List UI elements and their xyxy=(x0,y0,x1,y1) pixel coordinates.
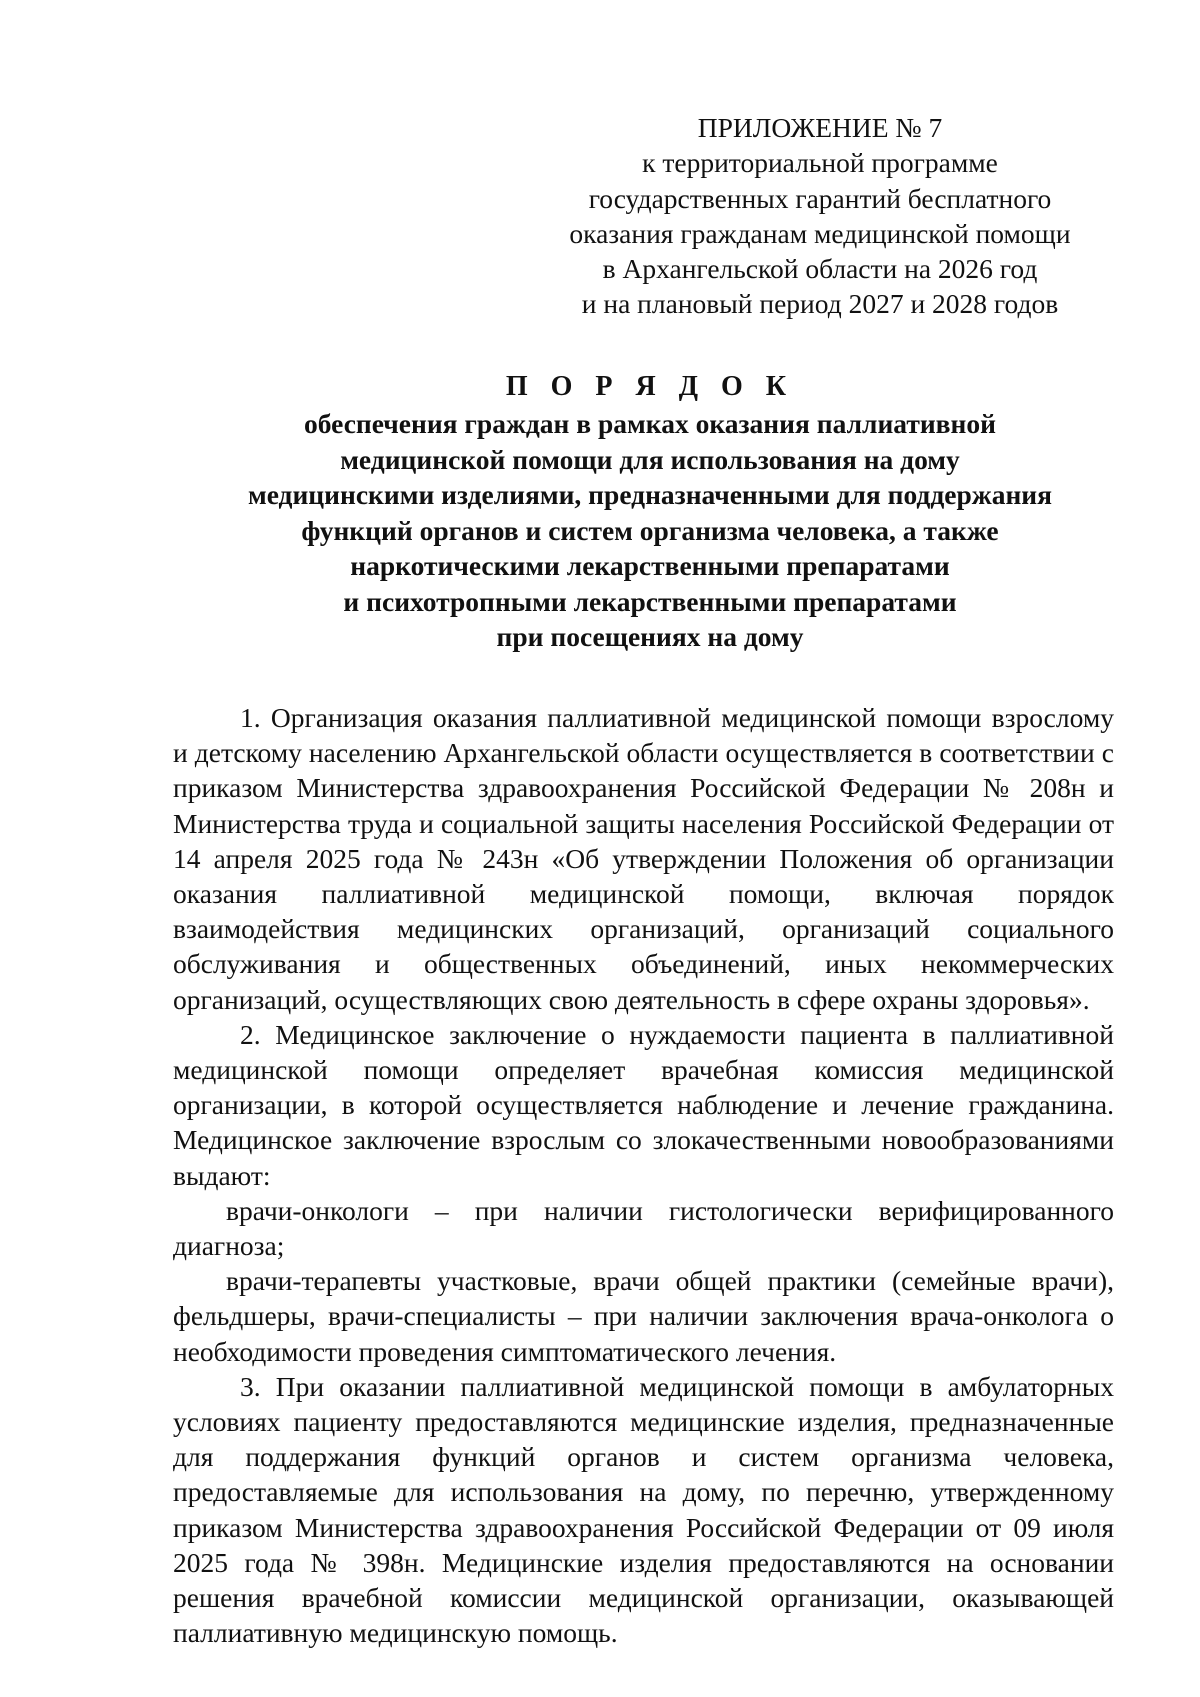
list-item-oncologists: врачи-онкологи – при наличии гистологически верифицированного диагноза; xyxy=(173,1194,1114,1262)
title-line: медицинскими изделиями, предназначенными для поддержания xyxy=(247,479,1053,510)
list-item-therapists: врачи-терапевты участковые, врачи общей практики (семейные врачи), фельдшеры, врачи-специалисты – при наличии заключения врача-онколога о необходимости проведения симптоматического лечения. xyxy=(173,1265,1114,1367)
title-line: обеспечения граждан в рамках оказания паллиативной xyxy=(304,408,996,439)
appendix-line: в Архангельской области на 2026 год xyxy=(602,253,1038,285)
title-line: функций органов и систем организма человека, а также xyxy=(301,514,999,546)
document-title xyxy=(150,368,1150,655)
title-line: наркотическими лекарственными препаратами xyxy=(350,550,950,581)
title-line: при посещениях на дому xyxy=(496,621,804,652)
appendix-line: и на плановый период 2027 и 2028 годов xyxy=(581,288,1059,320)
title-line: медицинской помощи для использования на дому xyxy=(340,443,960,475)
paragraph-1: 1. Организация оказания паллиативной медицинской помощи взрослому и детскому населению Архангельской области осуществляется в соответствии с приказом Министерства здравоохранения Российской Федерации № 208н и Министерства труда и социальной защиты населения Российской Федерации от 14 апреля 2025 года № 243н «Об утверждении Положения об организации оказания паллиативной медицинской помощи, включая порядок взаимодействия медицинских организаций, организаций социального обслуживания и общественных объединений, иных некоммерческих организаций, осуществляющих свою деятельность в сфере охраны здоровья». xyxy=(173,702,1114,1015)
document-body xyxy=(173,700,1114,1650)
title-heading: П О Р Я Д О К xyxy=(505,371,795,402)
appendix-line: оказания гражданам медицинской помощи xyxy=(569,217,1071,249)
appendix-header xyxy=(560,110,1080,322)
title-line: и психотропными лекарственными препаратами xyxy=(343,585,957,617)
paragraph-3: 3. При оказании паллиативной медицинской помощи в амбулаторных условиях пациенту предоставляются медицинские изделия, предназначенные для поддержания функций органов и систем организма человека, предоставляемые для использования на дому, по перечню, утвержденному приказом Министерства здравоохранения Российской Федерации от 09 июля 2025 года № 398н. Медицинские изделия предоставляются на основании решения врачебной комиссии медицинской организации, оказывающей паллиативную медицинскую помощь. xyxy=(173,1370,1114,1649)
appendix-line: государственных гарантий бесплатного xyxy=(588,182,1052,214)
appendix-number: ПРИЛОЖЕНИЕ № 7 xyxy=(697,112,943,143)
appendix-line: к территориальной программе xyxy=(642,147,998,179)
paragraph-2: 2. Медицинское заключение о нуждаемости пациента в паллиативной медицинской помощи определяет врачебная комиссия медицинской организации, в которой осуществляется наблюдение и лечение гражданина. Медицинское заключение взрослым со злокачественными новообразованиями выдают: xyxy=(173,1018,1114,1191)
